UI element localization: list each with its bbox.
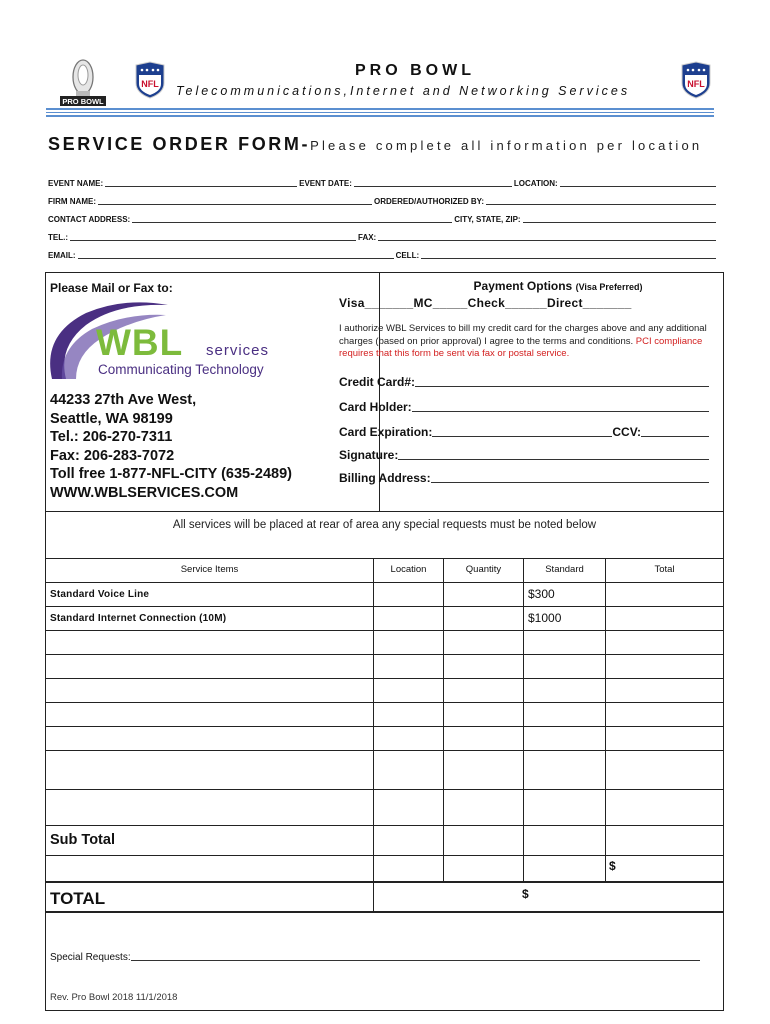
empty-cell	[523, 856, 605, 883]
fax-line: Fax: 206-283-7072	[50, 447, 175, 464]
standard-price-cell: $300	[523, 583, 605, 606]
standard-price-cell	[523, 826, 605, 855]
card-expiration-row	[339, 423, 709, 439]
email-label: EMAIL:	[48, 251, 76, 260]
standard-price-cell[interactable]	[523, 727, 605, 750]
total-cell[interactable]	[605, 583, 723, 606]
location-cell[interactable]	[373, 679, 443, 702]
table-row	[46, 654, 723, 678]
phone-line: Tel.: 206-270-7311	[50, 429, 173, 445]
payment-options-title: Payment Options (Visa Preferred)	[473, 279, 643, 293]
service-item-cell: Standard Internet Connection (10M)	[50, 613, 227, 624]
card-expiration-label: Card Expiration:	[339, 425, 433, 439]
total-cell	[605, 826, 723, 855]
empty-cell	[373, 856, 443, 883]
svg-text:services: services	[206, 342, 270, 359]
tel-field[interactable]	[70, 233, 356, 241]
table-row	[46, 750, 723, 789]
cell-label: CELL:	[395, 251, 420, 260]
ordered-by-label: ORDERED/AUTHORIZED BY:	[374, 197, 485, 206]
header-total: Total	[605, 559, 723, 582]
event-name-field[interactable]	[105, 179, 297, 187]
total-value[interactable]: $	[522, 887, 529, 901]
empty-cell	[443, 856, 523, 883]
total-row	[46, 881, 723, 913]
subtotal-label: Sub Total	[50, 832, 115, 848]
info-row-event	[48, 174, 718, 188]
billing-address-label: Billing Address:	[339, 471, 431, 485]
table-row	[46, 789, 723, 825]
total-cell[interactable]	[605, 703, 723, 726]
payment-options-note: (Visa Preferred)	[575, 282, 643, 292]
location-cell[interactable]	[373, 790, 443, 825]
subtotal-value[interactable]: $	[609, 859, 616, 873]
pro-bowl-logo	[58, 55, 108, 107]
quantity-cell[interactable]	[443, 727, 523, 750]
billing-address-row	[339, 469, 709, 485]
fax-label: FAX:	[358, 233, 377, 242]
city-state-zip-field[interactable]	[523, 215, 716, 223]
address-line: 44233 27th Ave West,	[50, 392, 197, 408]
location-cell	[373, 826, 443, 855]
subtotal-row	[46, 825, 723, 855]
website-line[interactable]: WWW.WBLSERVICES.COM	[50, 484, 239, 501]
quantity-cell[interactable]	[443, 679, 523, 702]
quantity-cell[interactable]	[443, 751, 523, 789]
card-holder-field[interactable]	[412, 402, 709, 412]
info-row-email	[48, 246, 718, 260]
quantity-cell[interactable]	[443, 790, 523, 825]
mailing-address	[50, 391, 292, 502]
standard-price-cell[interactable]	[523, 751, 605, 789]
quantity-cell	[443, 826, 523, 855]
total-cell[interactable]	[605, 655, 723, 678]
standard-price-cell[interactable]	[523, 655, 605, 678]
form-title: SERVICE ORDER FORM-	[48, 134, 311, 154]
subtotal-value-row	[46, 855, 723, 883]
location-field[interactable]	[560, 179, 716, 187]
header-quantity: Quantity	[443, 559, 523, 582]
header-location: Location	[373, 559, 443, 582]
signature-field[interactable]	[398, 450, 709, 460]
ccv-label: CCV:	[612, 425, 642, 439]
svg-text:Communicating Technology: Communicating Technology	[98, 362, 264, 377]
standard-price-cell[interactable]	[523, 631, 605, 654]
header-service-items: Service Items	[180, 564, 239, 575]
event-name-label: EVENT NAME:	[48, 179, 104, 188]
total-cell[interactable]	[605, 790, 723, 825]
form-subtitle: Please complete all information per location	[310, 138, 703, 153]
card-holder-row	[339, 398, 709, 414]
svg-text:WBL: WBL	[96, 322, 184, 363]
fax-field[interactable]	[378, 233, 716, 241]
table-row	[46, 702, 723, 726]
info-row-tel	[48, 228, 718, 242]
service-item-cell[interactable]	[46, 655, 373, 678]
total-cell[interactable]	[605, 751, 723, 789]
total-cell[interactable]	[605, 631, 723, 654]
total-cell[interactable]	[605, 679, 723, 702]
section-divider	[46, 511, 723, 512]
tel-label: TEL.:	[48, 233, 68, 242]
city-state-zip-label: CITY, STATE, ZIP:	[454, 215, 521, 224]
table-row	[46, 678, 723, 702]
event-date-field[interactable]	[354, 179, 512, 187]
table-header-row	[46, 558, 723, 582]
special-requests-field[interactable]	[131, 953, 700, 961]
total-divider	[373, 883, 374, 911]
info-row-address	[48, 210, 718, 224]
toll-free-line: Toll free 1-877-NFL-CITY (635-2489)	[50, 466, 293, 482]
ordered-by-field[interactable]	[486, 197, 716, 205]
standard-price-cell[interactable]	[523, 790, 605, 825]
table-row	[46, 726, 723, 750]
service-item-cell[interactable]	[46, 631, 373, 654]
nfl-shield-icon	[680, 61, 712, 99]
location-cell[interactable]	[373, 703, 443, 726]
subtotal-value-cell[interactable]	[605, 856, 723, 883]
service-item-cell: Standard Voice Line	[50, 589, 150, 600]
total-cell[interactable]	[605, 607, 723, 630]
mail-label: Please Mail or Fax to:	[50, 281, 173, 295]
services-note: All services will be placed at rear of area any special requests must be noted below	[172, 519, 597, 531]
contact-address-field[interactable]	[132, 215, 452, 223]
location-cell[interactable]	[373, 655, 443, 678]
cell-field[interactable]	[421, 251, 716, 259]
contact-address-label: CONTACT ADDRESS:	[48, 215, 131, 224]
pro-bowl-subtitle: Telecommunications,Internet and Networking Services	[176, 84, 631, 98]
table-row	[46, 606, 723, 630]
authorization-text: I authorize WBL Services to bill my credit card for the charges above and any additional charges (based on prior approval) I agree to the terms and conditions. PCI compliance requires that this form be sent via fax or postal service.	[339, 323, 707, 359]
nfl-shield-icon	[134, 61, 166, 99]
quantity-cell[interactable]	[443, 607, 523, 630]
form-heading	[48, 134, 702, 155]
credit-card-row	[339, 373, 709, 389]
special-requests-label: Special Requests:	[50, 952, 131, 963]
special-requests-row	[50, 949, 700, 963]
quantity-cell[interactable]	[443, 631, 523, 654]
order-box	[45, 272, 724, 1011]
total-cell[interactable]	[605, 727, 723, 750]
service-item-cell[interactable]	[46, 703, 373, 726]
payment-methods[interactable]: Visa_______MC_____Check______Direct_______	[339, 296, 632, 310]
signature-label: Signature:	[339, 448, 399, 462]
billing-address-field[interactable]	[431, 473, 709, 483]
location-cell[interactable]	[373, 631, 443, 654]
credit-card-field[interactable]	[415, 377, 709, 387]
credit-card-label: Credit Card#:	[339, 375, 416, 389]
svg-text:NFL: NFL	[687, 79, 705, 89]
quantity-cell[interactable]	[443, 655, 523, 678]
header-standard: Standard	[523, 559, 605, 582]
svg-text:PRO BOWL: PRO BOWL	[62, 97, 104, 106]
email-field[interactable]	[78, 251, 394, 259]
pci-notice: PCI compliance requires that this form be sent via fax or postal service.	[339, 335, 703, 359]
service-item-cell[interactable]	[46, 751, 373, 789]
location-cell[interactable]	[373, 751, 443, 789]
standard-price-cell[interactable]	[523, 679, 605, 702]
card-expiration-field[interactable]	[432, 427, 612, 437]
pro-bowl-title: PRO BOWL	[355, 62, 475, 79]
quantity-cell[interactable]	[443, 583, 523, 606]
quantity-cell[interactable]	[443, 703, 523, 726]
card-holder-label: Card Holder:	[339, 400, 412, 414]
total-label: TOTAL	[50, 889, 106, 908]
service-items-table	[46, 558, 723, 883]
address-line: Seattle, WA 98199	[50, 410, 173, 427]
standard-price-cell: $1000	[523, 607, 605, 630]
service-item-cell[interactable]	[46, 790, 373, 825]
service-item-cell[interactable]	[46, 679, 373, 702]
event-date-label: EVENT DATE:	[299, 179, 352, 188]
location-cell[interactable]	[373, 607, 443, 630]
revision-note: Rev. Pro Bowl 2018 11/1/2018	[50, 992, 178, 1003]
svg-text:NFL: NFL	[141, 79, 159, 89]
header-divider	[46, 108, 714, 118]
signature-row	[339, 446, 709, 462]
ccv-field[interactable]	[641, 427, 709, 437]
firm-name-field[interactable]	[98, 197, 372, 205]
service-item-cell[interactable]	[46, 727, 373, 750]
location-cell[interactable]	[373, 727, 443, 750]
standard-price-cell[interactable]	[523, 703, 605, 726]
info-row-firm	[48, 192, 718, 206]
table-row	[46, 582, 723, 606]
firm-name-label: FIRM NAME:	[48, 197, 96, 206]
location-cell[interactable]	[373, 583, 443, 606]
location-label: LOCATION:	[513, 179, 558, 188]
table-row	[46, 630, 723, 654]
empty-cell	[46, 856, 373, 883]
wbl-services-logo	[46, 295, 296, 383]
